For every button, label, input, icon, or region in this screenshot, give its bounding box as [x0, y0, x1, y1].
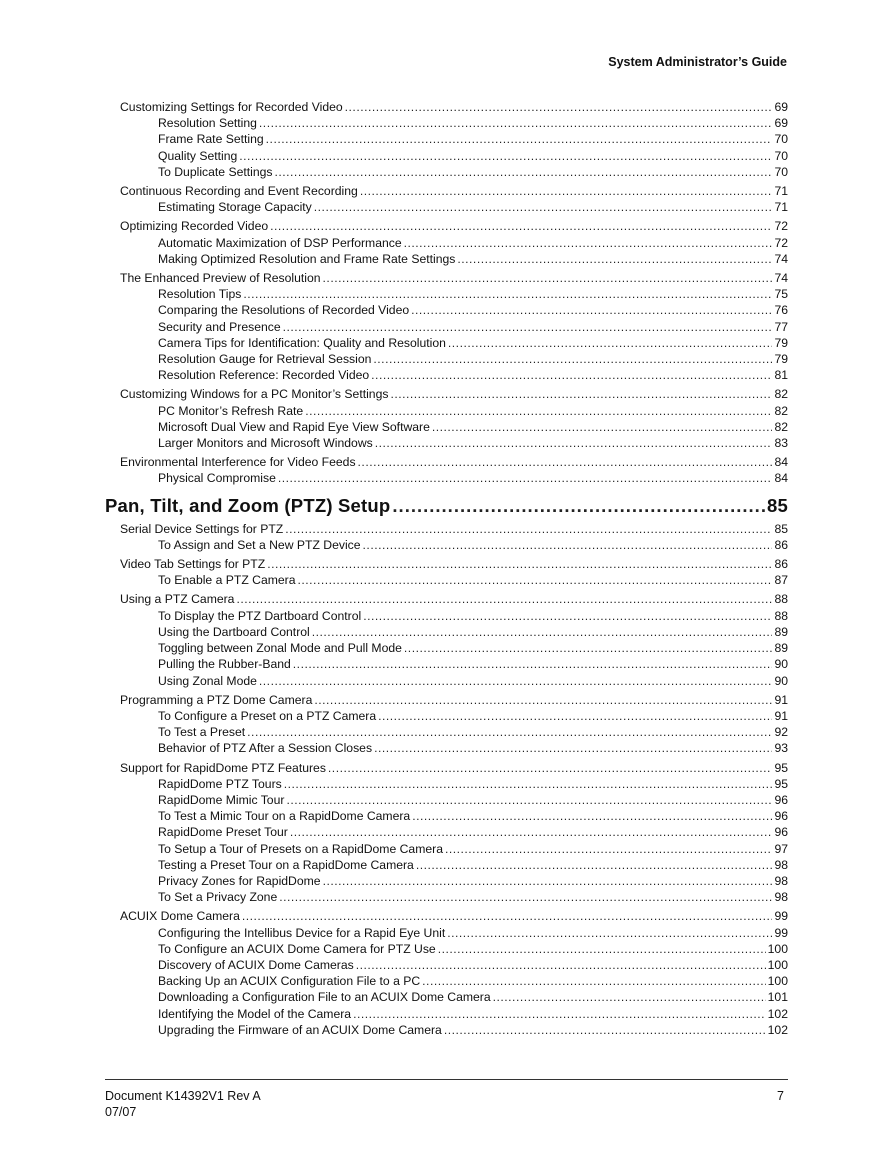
dot-leader: [345, 99, 773, 115]
toc-entry-page: 75: [774, 287, 788, 302]
table-of-contents: [105, 99, 788, 1038]
toc-entry-title: RapidDome Mimic Tour: [158, 792, 285, 807]
toc-entry-title: Using the Dartboard Control: [158, 624, 310, 639]
dot-leader: [375, 435, 773, 451]
toc-entry-page: 71: [774, 200, 788, 215]
toc-entry[interactable]: [105, 386, 788, 402]
dot-leader: [259, 115, 773, 131]
toc-entry-page: 86: [774, 557, 788, 572]
dot-leader: [236, 591, 772, 607]
toc-entry[interactable]: [105, 403, 788, 419]
toc-entry[interactable]: [105, 724, 788, 740]
toc-entry-page: 81: [774, 368, 788, 383]
toc-chapter-entry[interactable]: [105, 494, 788, 518]
toc-entry-page: 84: [774, 455, 788, 470]
dot-leader: [285, 521, 772, 537]
toc-entry-page: 72: [774, 219, 788, 234]
toc-entry-page: 82: [774, 387, 788, 402]
toc-entry-title: To Test a Mimic Tour on a RapidDome Camera: [158, 809, 411, 824]
toc-entry-page: 74: [774, 271, 788, 286]
dot-leader: [360, 183, 773, 199]
toc-entry-page: 98: [774, 857, 788, 872]
dot-leader: [353, 1006, 766, 1022]
toc-entry-title: Testing a Preset Tour on a RapidDome Camera: [158, 857, 414, 872]
toc-entry-page: 69: [774, 116, 788, 131]
toc-entry-page: 100: [767, 957, 788, 972]
toc-entry-title: Identifying the Model of the Camera: [158, 1006, 352, 1021]
toc-entry-page: 87: [774, 573, 788, 588]
toc-entry-title: To Configure an ACUIX Dome Camera for PTZ Use: [158, 941, 436, 956]
toc-entry[interactable]: [105, 656, 788, 672]
toc-entry[interactable]: [105, 164, 788, 180]
dot-leader: [284, 776, 773, 792]
running-header: System Administrator’s Guide: [608, 55, 787, 69]
dot-leader: [358, 454, 773, 470]
toc-entry-page: 96: [774, 809, 788, 824]
toc-entry-title: Behavior of PTZ After a Session Closes: [158, 741, 373, 756]
toc-entry-page: 90: [774, 657, 788, 672]
toc-entry-page: 76: [774, 303, 788, 318]
toc-entry[interactable]: [105, 218, 788, 234]
dot-leader: [374, 740, 772, 756]
toc-entry-title: The Enhanced Preview of Resolution: [120, 271, 321, 286]
toc-entry-title: Privacy Zones for RapidDome: [158, 873, 321, 888]
toc-entry-title: To Setup a Tour of Presets on a RapidDome Camera: [158, 841, 443, 856]
toc-entry-title: Backing Up an ACUIX Configuration File to a PC: [158, 974, 421, 989]
toc-entry-page: 101: [767, 990, 788, 1005]
toc-entry[interactable]: [105, 556, 788, 572]
toc-entry-title: Pulling the Rubber-Band: [158, 657, 291, 672]
page-number: 7: [777, 1089, 784, 1103]
toc-entry-title: Support for RapidDome PTZ Features: [120, 760, 326, 775]
dot-leader: [266, 131, 773, 147]
toc-entry-page: 85: [767, 494, 788, 516]
document-date: 07/07: [105, 1105, 137, 1119]
toc-entry[interactable]: [105, 608, 788, 624]
dot-leader: [363, 537, 773, 553]
toc-entry-page: 96: [774, 825, 788, 840]
toc-entry-title: Continuous Recording and Event Recording: [120, 184, 358, 199]
toc-entry-page: 99: [774, 925, 788, 940]
toc-entry[interactable]: [105, 624, 788, 640]
toc-entry-title: Quality Setting: [158, 148, 238, 163]
dot-leader: [378, 708, 772, 724]
toc-entry[interactable]: [105, 270, 788, 286]
dot-leader: [278, 470, 773, 486]
toc-entry-title: Physical Compromise: [158, 471, 276, 486]
toc-entry-page: 70: [774, 148, 788, 163]
toc-entry-title: Discovery of ACUIX Dome Cameras: [158, 957, 354, 972]
toc-entry[interactable]: [105, 841, 788, 857]
dot-leader: [404, 640, 773, 656]
dot-leader: [390, 386, 772, 402]
toc-entry[interactable]: [105, 235, 788, 251]
dot-leader: [363, 608, 772, 624]
toc-entry-page: 100: [767, 941, 788, 956]
toc-entry[interactable]: [105, 148, 788, 164]
toc-entry[interactable]: [105, 925, 788, 941]
toc-entry-page: 70: [774, 132, 788, 147]
toc-entry-title: To Configure a Preset on a PTZ Camera: [158, 708, 377, 723]
toc-entry[interactable]: [105, 435, 788, 451]
toc-entry[interactable]: [105, 857, 788, 873]
toc-entry-page: 74: [774, 251, 788, 266]
toc-entry[interactable]: [105, 591, 788, 607]
dot-leader: [412, 808, 772, 824]
dot-leader: [432, 419, 773, 435]
toc-entry-title: To Test a Preset: [158, 725, 246, 740]
dot-leader: [298, 572, 773, 588]
toc-entry[interactable]: [105, 351, 788, 367]
dot-leader: [270, 218, 772, 234]
toc-entry-title: Estimating Storage Capacity: [158, 200, 312, 215]
dot-leader: [328, 760, 773, 776]
toc-entry-page: 79: [774, 335, 788, 350]
toc-entry[interactable]: [105, 419, 788, 435]
toc-entry[interactable]: [105, 1022, 788, 1038]
toc-entry-title: RapidDome PTZ Tours: [158, 776, 282, 791]
dot-leader: [448, 335, 773, 351]
toc-entry[interactable]: [105, 889, 788, 905]
toc-entry-page: 92: [774, 725, 788, 740]
toc-entry[interactable]: [105, 131, 788, 147]
toc-entry-title: RapidDome Preset Tour: [158, 825, 288, 840]
toc-entry-page: 91: [774, 692, 788, 707]
toc-entry[interactable]: [105, 873, 788, 889]
toc-entry-title: Comparing the Resolutions of Recorded Video: [158, 303, 410, 318]
dot-leader: [404, 235, 773, 251]
dot-leader: [259, 673, 773, 689]
dot-leader: [457, 251, 772, 267]
toc-entry[interactable]: [105, 286, 788, 302]
toc-entry-page: 85: [774, 521, 788, 536]
toc-entry[interactable]: [105, 673, 788, 689]
toc-entry-page: 98: [774, 890, 788, 905]
toc-entry-title: To Set a Privacy Zone: [158, 890, 278, 905]
dot-leader: [305, 403, 772, 419]
dot-leader: [444, 1022, 766, 1038]
toc-entry-page: 102: [767, 1006, 788, 1021]
toc-entry-title: Programming a PTZ Dome Camera: [120, 692, 313, 707]
dot-leader: [243, 286, 772, 302]
dot-leader: [314, 199, 773, 215]
dot-leader: [239, 148, 772, 164]
toc-entry-title: Larger Monitors and Microsoft Windows: [158, 436, 373, 451]
toc-entry-title: Customizing Windows for a PC Monitor’s Settings: [120, 387, 389, 402]
toc-entry[interactable]: [105, 740, 788, 756]
toc-entry-title: Security and Presence: [158, 319, 281, 334]
toc-entry[interactable]: [105, 319, 788, 335]
dot-leader: [290, 824, 773, 840]
toc-entry[interactable]: [105, 537, 788, 553]
toc-entry[interactable]: [105, 973, 788, 989]
toc-entry[interactable]: [105, 640, 788, 656]
toc-entry-page: 96: [774, 792, 788, 807]
toc-entry-page: 99: [774, 909, 788, 924]
toc-entry-title: To Assign and Set a New PTZ Device: [158, 537, 361, 552]
toc-entry-page: 82: [774, 419, 788, 434]
toc-entry-title: Pan, Tilt, and Zoom (PTZ) Setup: [105, 494, 391, 516]
dot-leader: [392, 494, 765, 518]
toc-entry-page: 102: [767, 1022, 788, 1037]
toc-entry[interactable]: [105, 776, 788, 792]
document-id: Document K14392V1 Rev A: [105, 1089, 261, 1103]
toc-entry[interactable]: [105, 251, 788, 267]
toc-entry-title: Upgrading the Firmware of an ACUIX Dome Camera: [158, 1022, 442, 1037]
dot-leader: [411, 302, 772, 318]
dot-leader: [323, 270, 773, 286]
toc-entry-page: 95: [774, 760, 788, 775]
dot-leader: [447, 925, 772, 941]
toc-entry[interactable]: [105, 941, 788, 957]
dot-leader: [247, 724, 772, 740]
toc-entry[interactable]: [105, 367, 788, 383]
toc-entry-title: To Display the PTZ Dartboard Control: [158, 608, 362, 623]
dot-leader: [323, 873, 773, 889]
toc-entry-title: Using a PTZ Camera: [120, 592, 235, 607]
toc-entry-page: 97: [774, 841, 788, 856]
toc-entry[interactable]: [105, 454, 788, 470]
toc-entry[interactable]: [105, 824, 788, 840]
toc-entry[interactable]: [105, 470, 788, 486]
dot-leader: [283, 319, 773, 335]
toc-entry-title: Resolution Tips: [158, 287, 242, 302]
dot-leader: [371, 367, 772, 383]
toc-entry[interactable]: [105, 808, 788, 824]
dot-leader: [416, 857, 773, 873]
toc-entry-page: 72: [774, 235, 788, 250]
toc-entry[interactable]: [105, 199, 788, 215]
dot-leader: [445, 841, 772, 857]
toc-entry-title: Frame Rate Setting: [158, 132, 264, 147]
toc-entry-page: 71: [774, 184, 788, 199]
dot-leader: [438, 941, 766, 957]
toc-entry-page: 70: [774, 164, 788, 179]
toc-entry[interactable]: [105, 692, 788, 708]
toc-entry-title: Making Optimized Resolution and Frame Rate Settings: [158, 251, 456, 266]
dot-leader: [493, 989, 766, 1005]
toc-entry-page: 79: [774, 352, 788, 367]
toc-entry[interactable]: [105, 572, 788, 588]
toc-entry[interactable]: [105, 760, 788, 776]
toc-entry-page: 88: [774, 608, 788, 623]
toc-entry[interactable]: [105, 183, 788, 199]
toc-entry[interactable]: [105, 1006, 788, 1022]
dot-leader: [312, 624, 773, 640]
toc-entry-title: Serial Device Settings for PTZ: [120, 521, 284, 536]
toc-entry-page: 77: [774, 319, 788, 334]
toc-entry[interactable]: [105, 521, 788, 537]
dot-leader: [242, 908, 773, 924]
toc-entry-page: 83: [774, 436, 788, 451]
dot-leader: [293, 656, 773, 672]
dot-leader: [267, 556, 772, 572]
toc-entry-title: Automatic Maximization of DSP Performance: [158, 235, 402, 250]
toc-entry-title: To Enable a PTZ Camera: [158, 573, 296, 588]
toc-entry-title: Video Tab Settings for PTZ: [120, 557, 266, 572]
dot-leader: [314, 692, 772, 708]
toc-entry-page: 91: [774, 708, 788, 723]
toc-entry-title: Resolution Reference: Recorded Video: [158, 368, 370, 383]
dot-leader: [286, 792, 772, 808]
toc-entry-page: 95: [774, 776, 788, 791]
toc-entry-page: 88: [774, 592, 788, 607]
toc-entry[interactable]: [105, 115, 788, 131]
toc-entry[interactable]: [105, 99, 788, 115]
toc-entry-page: 86: [774, 537, 788, 552]
toc-entry-title: Customizing Settings for Recorded Video: [120, 100, 343, 114]
toc-entry-title: Microsoft Dual View and Rapid Eye View Software: [158, 419, 430, 434]
toc-entry-title: Optimizing Recorded Video: [120, 219, 269, 234]
toc-entry-title: PC Monitor’s Refresh Rate: [158, 403, 304, 418]
toc-entry[interactable]: [105, 335, 788, 351]
toc-entry-title: Toggling between Zonal Mode and Pull Mode: [158, 641, 402, 656]
toc-entry-page: 84: [774, 471, 788, 486]
dot-leader: [279, 889, 772, 905]
toc-entry[interactable]: [105, 908, 788, 924]
toc-entry[interactable]: [105, 708, 788, 724]
dot-leader: [275, 164, 773, 180]
toc-entry-page: 89: [774, 641, 788, 656]
toc-entry-title: Downloading a Configuration File to an ACUIX Dome Camera: [158, 990, 491, 1005]
dot-leader: [356, 957, 766, 973]
dot-leader: [422, 973, 765, 989]
toc-entry-page: 69: [774, 100, 788, 114]
toc-entry-title: Resolution Setting: [158, 116, 257, 131]
toc-entry-page: 82: [774, 403, 788, 418]
toc-entry[interactable]: [105, 302, 788, 318]
toc-entry-title: Configuring the Intellibus Device for a Rapid Eye Unit: [158, 925, 446, 940]
toc-entry-title: Using Zonal Mode: [158, 673, 257, 688]
toc-entry-page: 100: [767, 974, 788, 989]
toc-entry-title: Environmental Interference for Video Feeds: [120, 455, 356, 470]
toc-entry-page: 93: [774, 741, 788, 756]
toc-entry-page: 89: [774, 624, 788, 639]
dot-leader: [373, 351, 772, 367]
page-footer: [105, 1079, 788, 1120]
toc-entry-title: ACUIX Dome Camera: [120, 909, 240, 924]
toc-entry[interactable]: [105, 957, 788, 973]
toc-entry-title: Resolution Gauge for Retrieval Session: [158, 352, 372, 367]
toc-entry-title: To Duplicate Settings: [158, 164, 273, 179]
toc-entry[interactable]: [105, 792, 788, 808]
toc-entry-page: 90: [774, 673, 788, 688]
toc-entry[interactable]: [105, 989, 788, 1005]
toc-entry-page: 98: [774, 873, 788, 888]
toc-entry-title: Camera Tips for Identification: Quality and Resolution: [158, 335, 446, 350]
